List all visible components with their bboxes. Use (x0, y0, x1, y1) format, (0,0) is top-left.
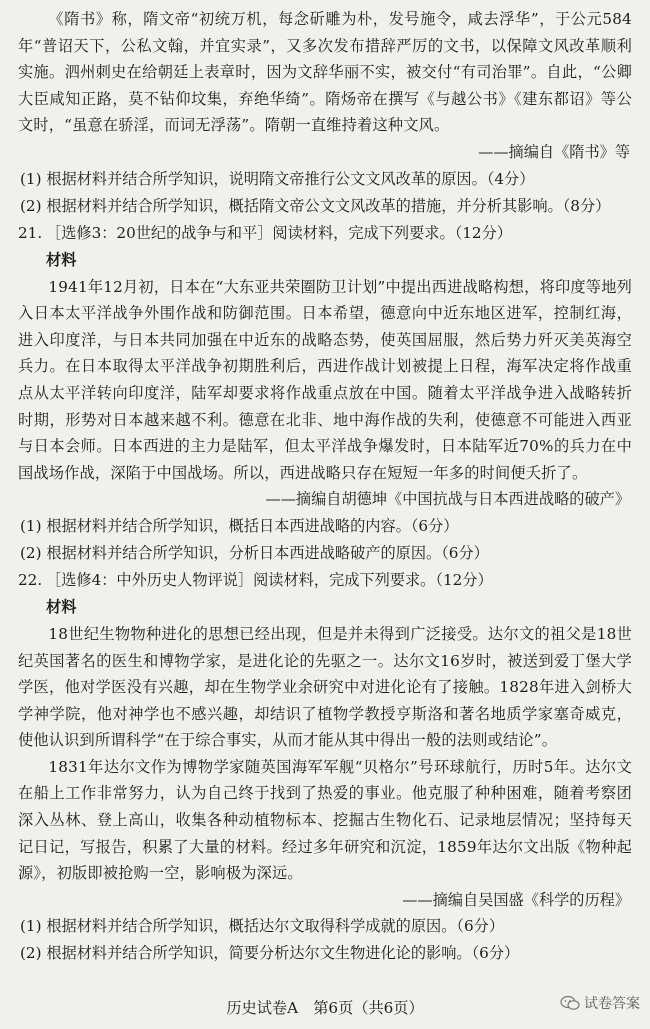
q22-number: 22. (18, 570, 43, 589)
q22-source: ——摘编自吴国盛《科学的历程》 (402, 890, 630, 909)
q21-heading (18, 220, 632, 247)
q20-source: ——摘编自《隋书》等 (478, 142, 630, 161)
q22-title: ［选修4：中外历史人物评说］阅读材料，完成下列要求。（12分） (46, 570, 493, 589)
watermark (560, 993, 640, 1013)
q22-question-2: (2) 根据材料并结合所学知识，简要分析达尔文生物进化论的影响。（6分） (20, 944, 520, 963)
q22-material-paragraph-1: 18世纪生物物种进化的思想已经出现，但是并未得到广泛接受。达尔文的祖父是18世纪英国著名的医生和博物学家，是进化论的先驱之一。达尔文16岁时，被送到爱丁堡大学学医，他对学医没有兴趣，却在生物学业余研究中对进化论有了接触。1828年进入剑桥大学神学院，他对神学也不感兴趣，却结识了植物学教授亨斯洛和著名地质学家塞奇威克，使他认识到所谓科学“在于综合事实，从而才能从其中得出一般的法则或结论”。 (18, 624, 632, 750)
q21-question-2: (2) 根据材料并结合所学知识，分析日本西进战略破产的原因。（6分） (20, 543, 489, 562)
watermark-text: 试卷答案 (584, 996, 640, 1012)
q20-question-2: (2) 根据材料并结合所学知识，概括隋文帝公文文风改革的措施，并分析其影响。（8分） (20, 196, 611, 215)
q21-source: ——摘编自胡德坤《中国抗战与日本西进战略的破产》 (265, 490, 630, 509)
q21-number: 21. (18, 223, 43, 242)
q21-material-label: 材料 (46, 250, 77, 269)
q22-material-label: 材料 (46, 597, 77, 616)
q22-question-1: (1) 根据材料并结合所学知识，概括达尔文取得科学成就的原因。（6分） (20, 917, 505, 936)
q22-material-paragraph-2: 1831年达尔文作为博物学家随英国海军军舰“贝格尔”号环球航行，历时5年。达尔文在船上工作非常努力，认为自己终于找到了热爱的事业。他克服了种种困难，随着考察团深入丛林、登上高山，收集各种动植物标本、挖掘古生物化石、记录地层情况；坚持每天记日记，写报告，积累了大量的材料。经过多年研究和沉淀，1859年达尔文出版《物种起源》，初版即被抢购一空，影响极为深远。 (18, 757, 632, 883)
q21-question-1: (1) 根据材料并结合所学知识，概括日本西进战略的内容。（6分） (20, 516, 459, 535)
q20-material-paragraph: 《隋书》称，隋文帝“初统万机，每念斫雕为朴，发号施令，咸去浮华”，于公元584年“普诏天下，公私文翰，并宜实录”，又多次发布措辞严厉的文书，以保障文风改革顺利实施。泗州刺史在给朝廷上表章时，因为文辞华丽不实，被交付“有司治罪”。自此，“公卿大臣咸知正路，莫不钻仰坟集，弃绝华绮”。隋炀帝在撰写《与越公书》《建东都诏》等公文时，“虽意在骄淫，而词无浮荡”。隋朝一直维持着这种文风。 (18, 10, 632, 135)
q22-heading (18, 567, 632, 594)
q21-material-paragraph: 1941年12月初，日本在“大东亚共荣圈防卫计划”中提出西进战略构想，将印度等地列入日本太平洋战争外围作战和防御范围。日本希望，德意向中近东地区进军，控制红海，进入印度洋，与日本共同加强在中近东的战略态势，使英国屈服，然后势力歼灭美英海空兵力。在日本取得太平洋战争初期胜利后，西进作战计划被提上日程，海军决定将作战重点从太平洋转向印度洋，陆军却要求将作战重点放在中国。随着太平洋战争进入战略转折时期，形势对日本越来越不利。德意在北非、地中海作战的失利，使德意不可能进入西亚与日本会师。日本西进的主力是陆军，但太平洋战争爆发时，日本陆军近70%的兵力在中国战场作战，深陷于中国战场。所以，西进战略只存在短短一年多的时间便夭折了。 (18, 277, 632, 482)
q21-title: ［选修3：20世纪的战争与和平］阅读材料，完成下列要求。（12分） (46, 223, 512, 242)
q20-question-1: (1) 根据材料并结合所学知识，说明隋文帝推行公文文风改革的原因。（4分） (20, 169, 535, 188)
chat-bubble-icon (560, 995, 580, 1011)
page-footer: 历史试卷A 第6页（共6页） (226, 999, 424, 1017)
